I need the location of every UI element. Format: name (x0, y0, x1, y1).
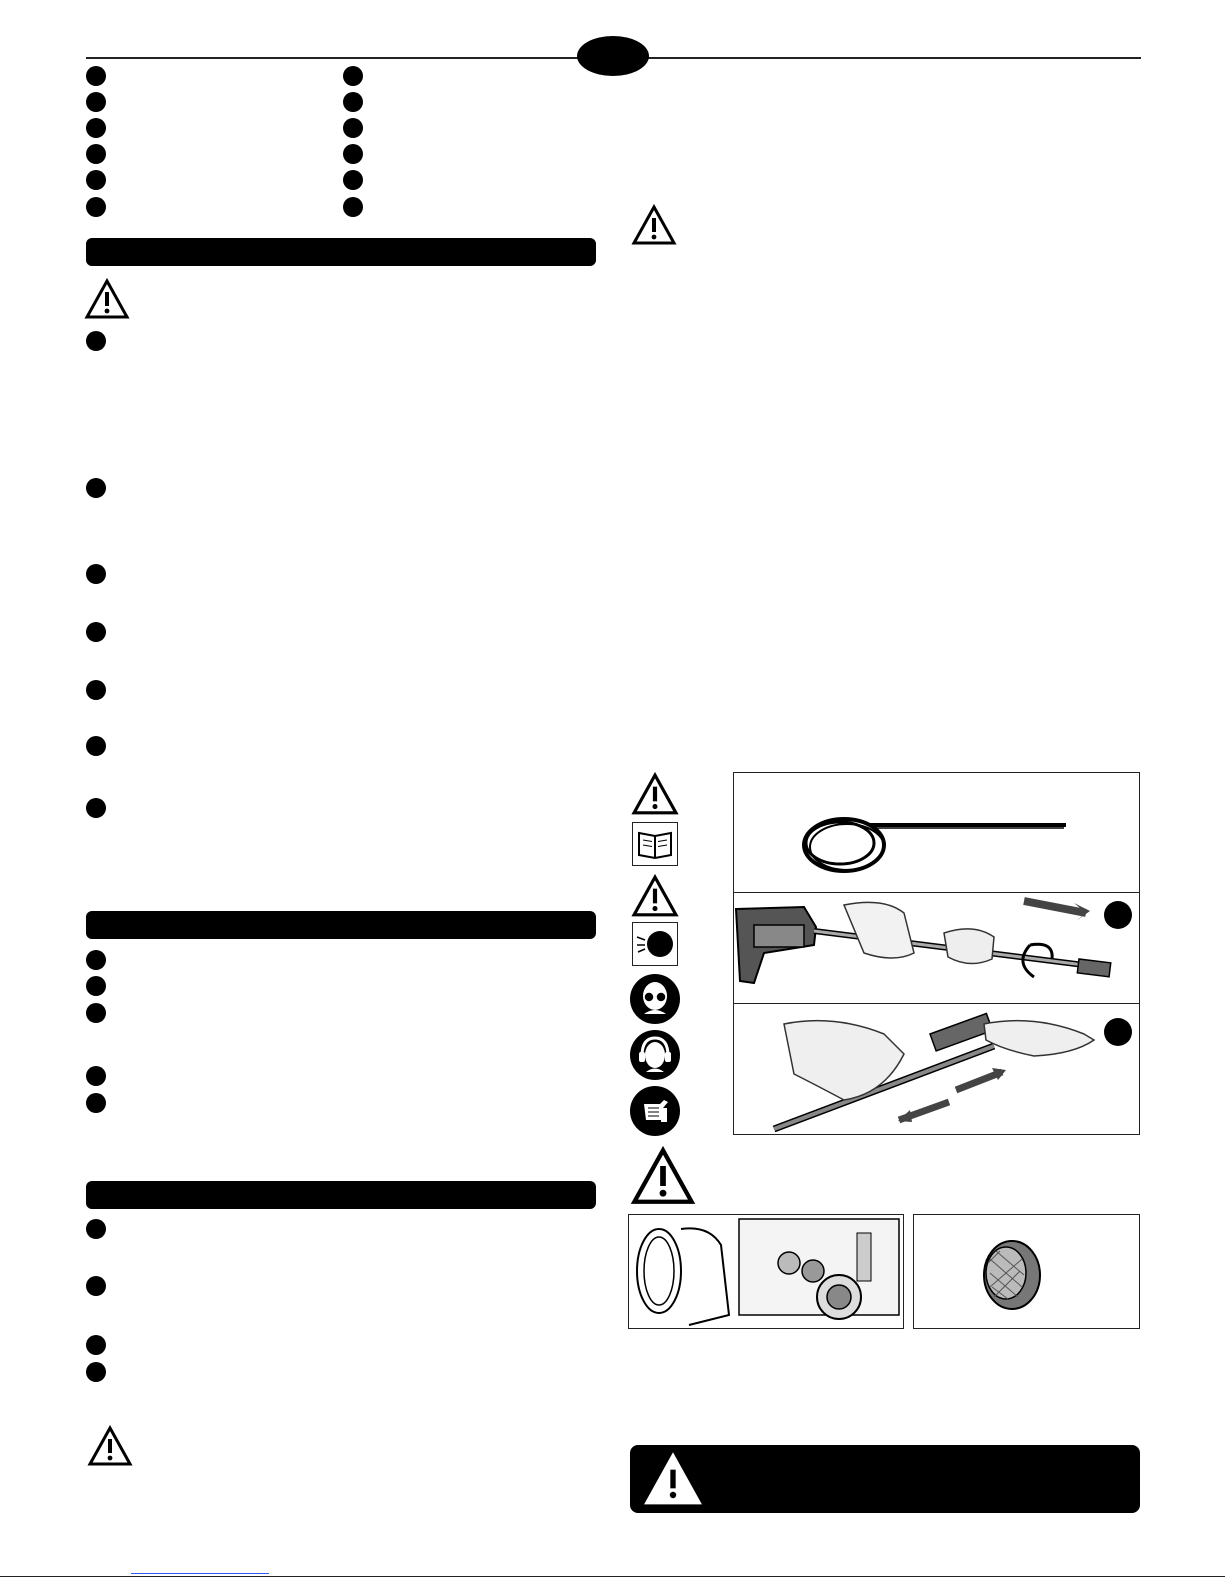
bottom-rule (0, 1576, 1225, 1577)
index-marker (86, 170, 106, 190)
list-bullet (86, 564, 106, 584)
section-heading-bar (86, 911, 596, 939)
language-badge (577, 36, 649, 76)
warning-triangle-icon (628, 1146, 698, 1206)
list-bullet (86, 976, 106, 996)
warning-triangle-icon (642, 1451, 704, 1507)
list-bullet (86, 680, 106, 700)
index-marker (343, 170, 363, 190)
footer-link-underline[interactable] (131, 1573, 269, 1574)
list-bullet (86, 1219, 106, 1239)
figure-hose-coil (733, 772, 1140, 894)
figure-connect-hose-gun (733, 892, 1140, 1004)
step-marker-1 (1104, 901, 1132, 929)
index-marker (343, 197, 363, 217)
figure-inlet-filter (913, 1214, 1140, 1329)
section-heading-bar (86, 1181, 596, 1209)
protective-glove-icon (630, 1086, 680, 1136)
index-marker (86, 92, 106, 112)
warning-triangle-icon (630, 874, 680, 918)
safety-goggles-icon (630, 974, 680, 1024)
index-marker (86, 66, 106, 86)
warning-triangle-icon (84, 278, 130, 320)
index-marker (86, 197, 106, 217)
index-marker (343, 92, 363, 112)
warning-triangle-icon (86, 1425, 134, 1467)
list-bullet (86, 622, 106, 642)
list-bullet (86, 1093, 106, 1113)
list-bullet (86, 478, 106, 498)
index-marker (343, 66, 363, 86)
spray-splash-icon (632, 922, 678, 966)
list-bullet (86, 798, 106, 818)
list-bullet (86, 1362, 106, 1382)
figure-push-connection (733, 1003, 1140, 1135)
list-bullet (86, 1335, 106, 1355)
index-marker (343, 118, 363, 138)
figure-water-inlet (628, 1214, 904, 1329)
list-bullet (86, 1066, 106, 1086)
read-manual-icon (632, 822, 678, 866)
warning-banner (630, 1445, 1140, 1513)
ear-protection-icon (630, 1030, 680, 1080)
section-heading-bar (86, 238, 596, 266)
index-marker (343, 144, 363, 164)
warning-triangle-icon (630, 772, 680, 816)
list-bullet (86, 331, 106, 351)
list-bullet (86, 950, 106, 970)
step-marker-2 (1104, 1018, 1132, 1046)
list-bullet (86, 1003, 106, 1023)
list-bullet (86, 736, 106, 756)
index-marker (86, 118, 106, 138)
warning-triangle-icon (630, 204, 678, 246)
list-bullet (86, 1276, 106, 1296)
index-marker (86, 144, 106, 164)
